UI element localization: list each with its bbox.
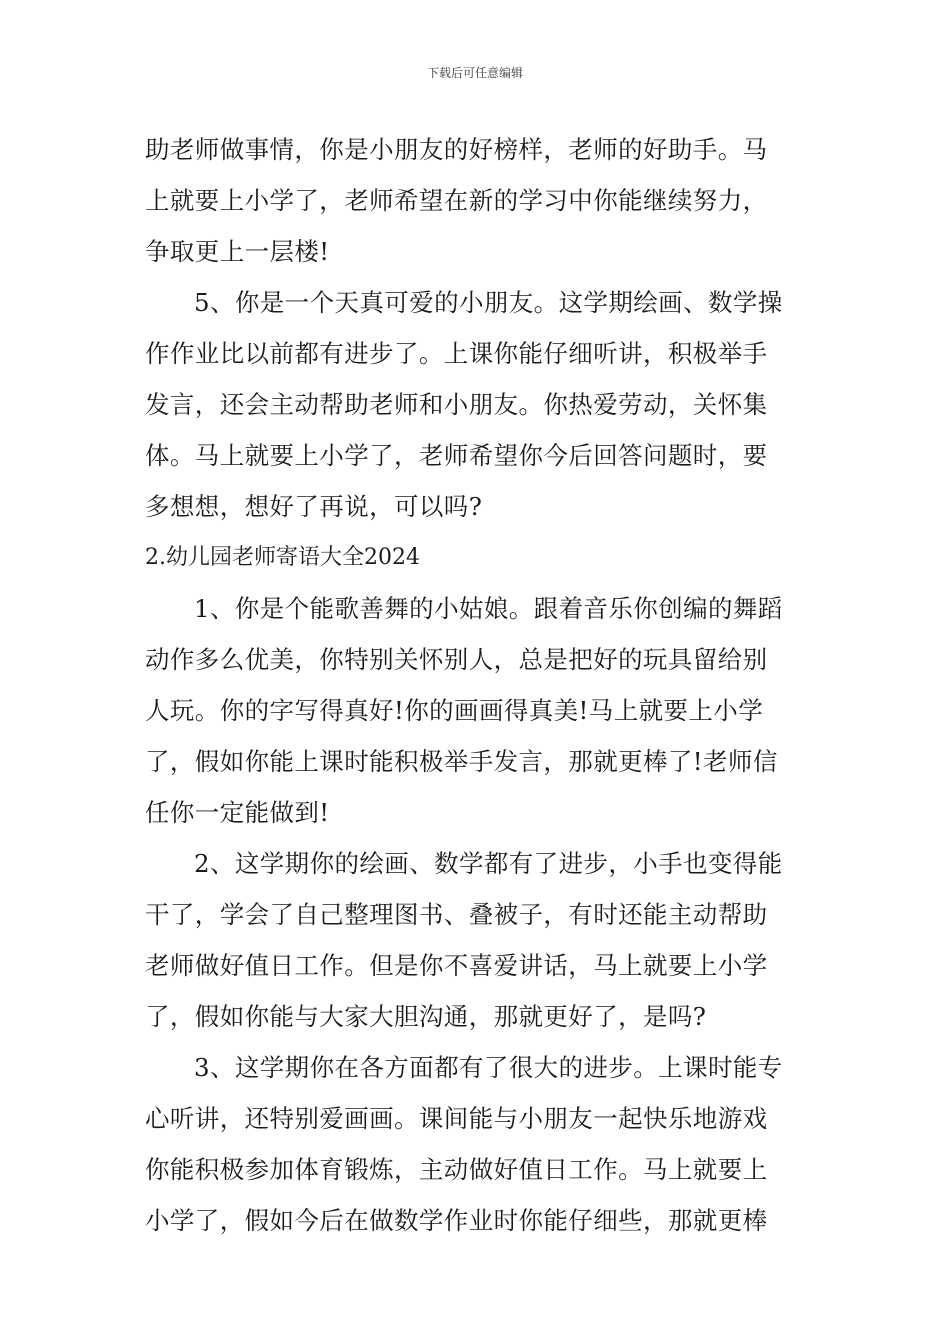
text-line: 动作多么优美，你特别关怀别人，总是把好的玩具留给别 (145, 645, 768, 674)
text-line: 干了，学会了自己整理图书、叠被子，有时还能主动帮助 (145, 900, 768, 929)
document-body (145, 124, 810, 1246)
text-line: 了，假如你能上课时能积极举手发言，那就更棒了!老师信 (145, 747, 778, 776)
text-line: 心听讲，还特别爱画画。课间能与小朋友一起快乐地游戏 (145, 1104, 768, 1133)
text-line: 助老师做事情，你是小朋友的好榜样，老师的好助手。马 (145, 135, 768, 164)
text-line: 了，假如你能与大家大胆沟通，那就更好了，是吗? (145, 1002, 707, 1031)
text-line: 争取更上一层楼! (145, 237, 330, 266)
text-line: 你能积极参加体育锻炼，主动做好值日工作。马上就要上 (145, 1155, 768, 1184)
page-header: 下载后可任意编辑 (426, 66, 523, 80)
text-line: 发言，还会主动帮助老师和小朋友。你热爱劳动，关怀集 (145, 390, 768, 419)
text-line: 3、这学期你在各方面都有了很大的进步。上课时能专 (194, 1053, 783, 1082)
text-line: 人玩。你的字写得真好!你的画画得真美!马上就要上小学 (145, 696, 764, 725)
text-line: 体。马上就要上小学了，老师希望你今后回答问题时，要 (145, 441, 768, 470)
text-line: 任你一定能做到! (145, 798, 330, 827)
text-line: 老师做好值日工作。但是你不喜爱讲话，马上就要上小学 (145, 951, 768, 980)
text-line: 多想想，想好了再说，可以吗? (145, 492, 483, 521)
text-line: 1、你是个能歌善舞的小姑娘。跟着音乐你创编的舞蹈 (194, 594, 783, 623)
text-line: 5、你是一个天真可爱的小朋友。这学期绘画、数学操 (194, 288, 783, 317)
text-line: 2、这学期你的绘画、数学都有了进步，小手也变得能 (194, 849, 783, 878)
text-line: 小学了，假如今后在做数学作业时你能仔细些，那就更棒 (145, 1206, 768, 1235)
section-heading: 2.幼儿园老师寄语大全2024 (145, 545, 420, 570)
text-line: 作作业比以前都有进步了。上课你能仔细听讲，积极举手 (145, 339, 768, 368)
text-line: 上就要上小学了，老师希望在新的学习中你能继续努力， (145, 186, 768, 215)
